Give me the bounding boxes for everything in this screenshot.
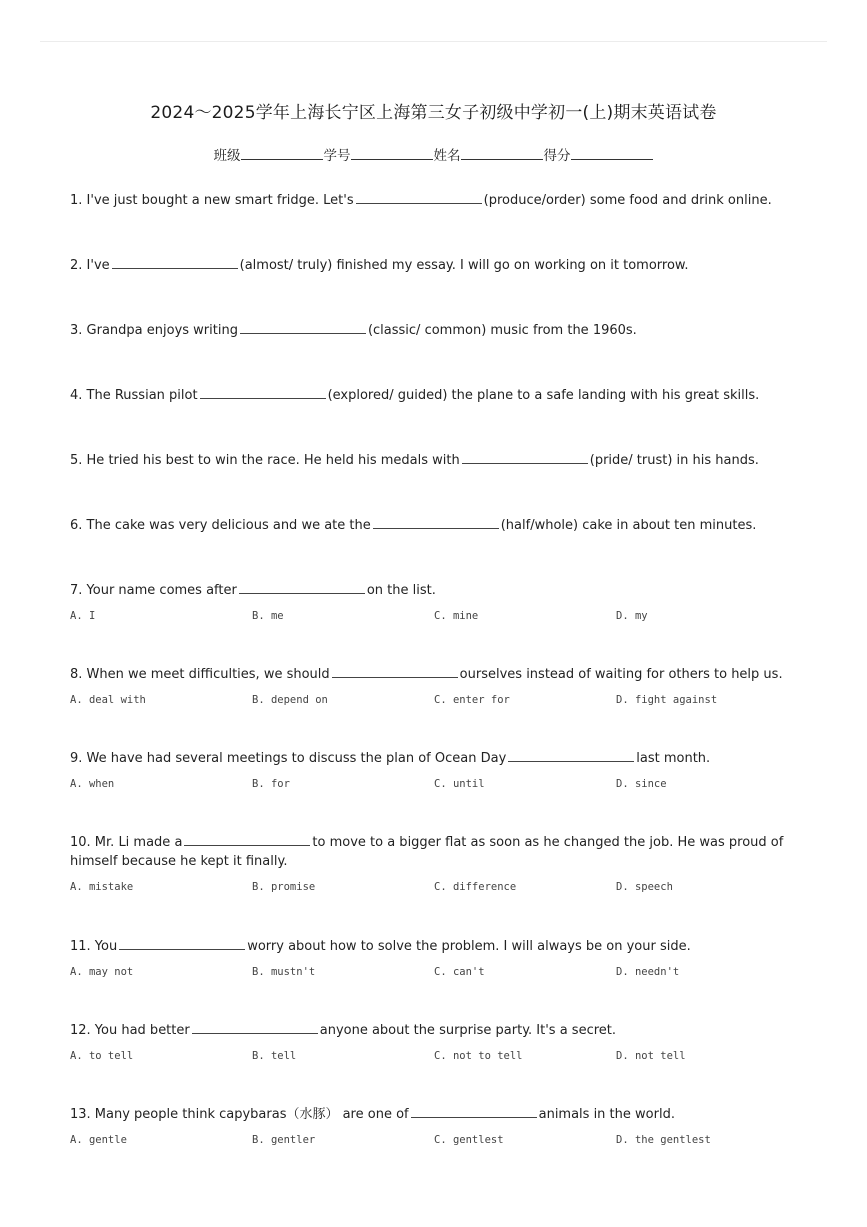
option-b[interactable]: B. for — [252, 778, 290, 790]
option-c[interactable]: C. until — [434, 778, 485, 790]
option-d[interactable]: D. speech — [616, 881, 673, 893]
question-text: 12. You had better — [70, 1023, 190, 1038]
option-d[interactable]: D. needn't — [616, 966, 680, 978]
answer-blank[interactable] — [119, 936, 245, 950]
option-a[interactable]: A. when — [70, 778, 115, 790]
option-d[interactable]: D. fight against — [616, 694, 718, 706]
score-blank[interactable] — [571, 145, 653, 160]
question-text-after: animals in the world. — [538, 1107, 675, 1122]
option-b[interactable]: B. mustn't — [252, 966, 316, 978]
question-text: 3. Grandpa enjoys writing — [70, 323, 238, 338]
question-text: 4. The Russian pilot — [70, 388, 198, 403]
answer-blank[interactable] — [192, 1020, 318, 1034]
option-b[interactable]: B. depend on — [252, 694, 328, 706]
option-d[interactable]: D. not tell — [616, 1050, 686, 1062]
question-3 — [70, 320, 810, 340]
option-c[interactable]: C. difference — [434, 881, 517, 893]
student-number-blank[interactable] — [351, 145, 433, 160]
option-b[interactable]: B. gentler — [252, 1134, 316, 1146]
option-a[interactable]: A. gentle — [70, 1134, 127, 1146]
option-c[interactable]: C. can't — [434, 966, 485, 978]
question-11 — [70, 936, 810, 956]
answer-blank[interactable] — [240, 320, 366, 334]
question-text-after: on the list. — [366, 583, 436, 598]
question-text: 6. The cake was very delicious and we ate the — [70, 518, 371, 533]
question-text: 11. You — [70, 939, 118, 954]
question-text-after: (almost/ truly) finished my essay. I will go on working on it tomorrow. — [239, 258, 689, 273]
option-a[interactable]: A. may not — [70, 966, 134, 978]
question-10 — [70, 832, 810, 871]
question-text: 5. He tried his best to win the race. He held his medals with — [70, 453, 460, 468]
question-12 — [70, 1020, 810, 1040]
option-d[interactable]: D. since — [616, 778, 667, 790]
option-b[interactable]: B. me — [252, 610, 284, 622]
question-7 — [70, 580, 810, 600]
question-text: 2. I've — [70, 258, 110, 273]
question-8 — [70, 664, 810, 684]
question-text: 13. Many people think capybaras（水豚） are one of — [70, 1107, 409, 1122]
header-divider — [40, 41, 827, 42]
question-text-after: (produce/order) some food and drink online. — [483, 193, 772, 208]
question-13 — [70, 1104, 810, 1124]
name-blank[interactable] — [461, 145, 543, 160]
student-number-label: 学号 — [323, 148, 351, 164]
option-c[interactable]: C. not to tell — [434, 1050, 523, 1062]
option-b[interactable]: B. tell — [252, 1050, 297, 1062]
question-text-after: anyone about the surprise party. It's a secret. — [319, 1023, 617, 1038]
question-text: 10. Mr. Li made a — [70, 835, 183, 850]
answer-blank[interactable] — [112, 255, 238, 269]
answer-blank[interactable] — [200, 385, 326, 399]
question-text: 7. Your name comes after — [70, 583, 237, 598]
question-text: 8. When we meet difficulties, we should — [70, 667, 330, 682]
question-text-after: (pride/ trust) in his hands. — [589, 453, 759, 468]
student-info-line — [0, 144, 867, 164]
question-text-after: (half/whole) cake in about ten minutes. — [500, 518, 757, 533]
question-text-after: last month. — [636, 751, 711, 766]
question-text-after: to move to a bigger flat as soon as he changed the job. He was proud of himself because he kept it finally. — [70, 835, 784, 869]
question-4 — [70, 385, 810, 405]
exam-title: 2024～2025学年上海长宁区上海第三女子初级中学初一(上)期末英语试卷 — [150, 103, 717, 123]
question-text: 9. We have had several meetings to discuss the plan of Ocean Day — [70, 751, 507, 766]
option-d[interactable]: D. my — [616, 610, 648, 622]
option-a[interactable]: A. deal with — [70, 694, 146, 706]
question-text: 1. I've just bought a new smart fridge. Let's — [70, 193, 354, 208]
option-b[interactable]: B. promise — [252, 881, 316, 893]
answer-blank[interactable] — [373, 515, 499, 529]
option-a[interactable]: A. I — [70, 610, 96, 622]
name-label: 姓名 — [433, 148, 461, 164]
option-c[interactable]: C. mine — [434, 610, 479, 622]
answer-blank[interactable] — [184, 832, 310, 846]
option-a[interactable]: A. mistake — [70, 881, 134, 893]
question-9 — [70, 748, 810, 768]
question-2 — [70, 255, 810, 275]
answer-blank[interactable] — [332, 664, 458, 678]
option-a[interactable]: A. to tell — [70, 1050, 134, 1062]
question-text-after: worry about how to solve the problem. I will always be on your side. — [247, 939, 691, 954]
question-text-after: (classic/ common) music from the 1960s. — [367, 323, 637, 338]
question-text-after: (explored/ guided) the plane to a safe landing with his great skills. — [327, 388, 760, 403]
option-c[interactable]: C. gentlest — [434, 1134, 504, 1146]
class-label: 班级 — [213, 148, 241, 164]
question-6 — [70, 515, 810, 535]
option-c[interactable]: C. enter for — [434, 694, 510, 706]
answer-blank[interactable] — [356, 190, 482, 204]
question-text-after: ourselves instead of waiting for others to help us. — [459, 667, 783, 682]
answer-blank[interactable] — [239, 580, 365, 594]
question-1 — [70, 190, 810, 210]
score-label: 得分 — [543, 148, 571, 164]
option-d[interactable]: D. the gentlest — [616, 1134, 711, 1146]
answer-blank[interactable] — [508, 748, 634, 762]
class-blank[interactable] — [241, 145, 323, 160]
answer-blank[interactable] — [462, 450, 588, 464]
answer-blank[interactable] — [411, 1104, 537, 1118]
question-5 — [70, 450, 810, 470]
